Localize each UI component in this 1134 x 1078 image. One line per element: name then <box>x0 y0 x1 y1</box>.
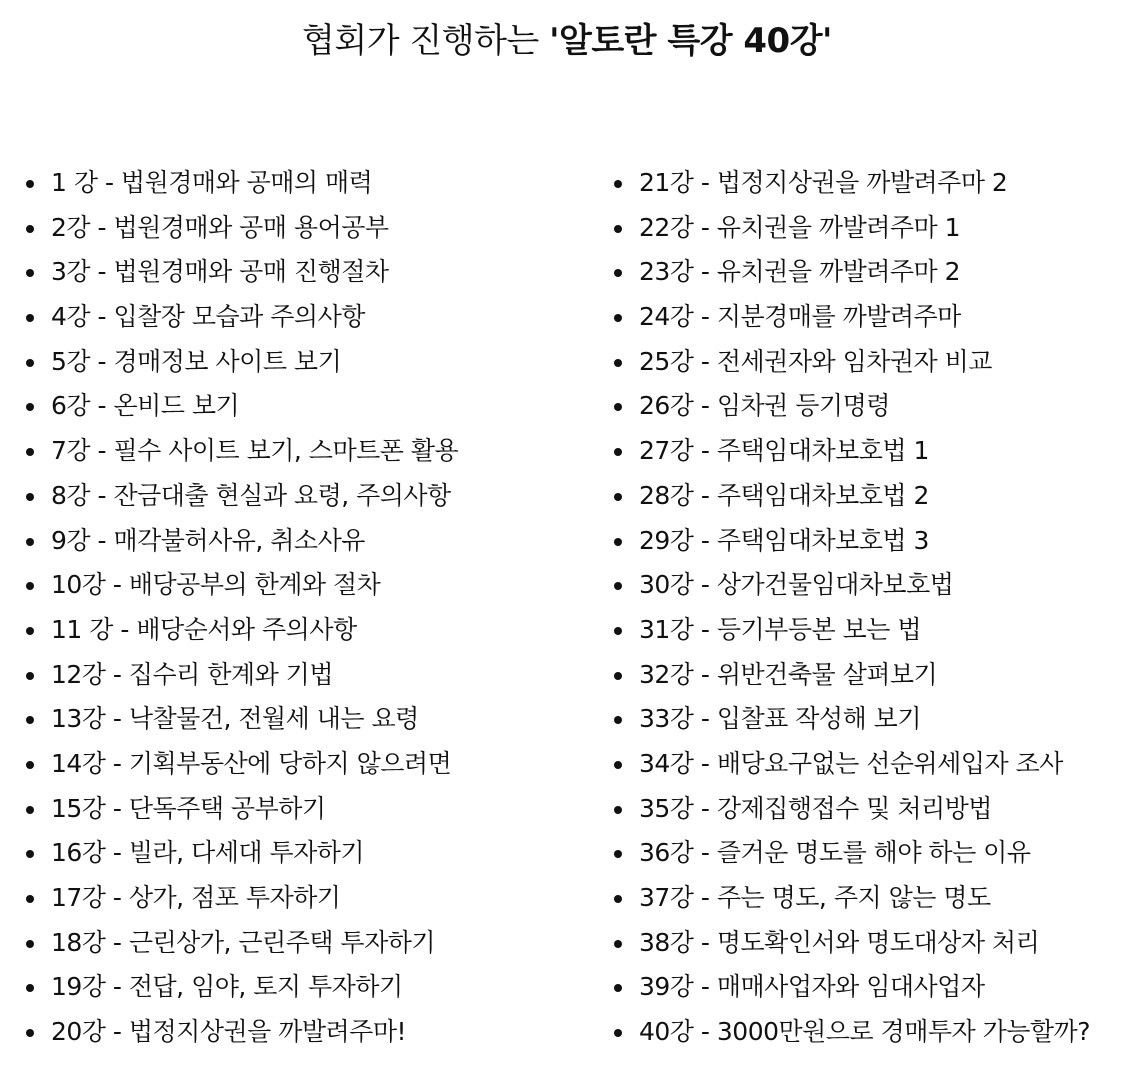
lecture-item: 4강 - 입찰장 모습과 주의사항 <box>24 295 604 340</box>
title-bold-text: '알토란 특강 40강' <box>549 21 832 61</box>
lecture-item: 3강 - 법원경매와 공매 진행절차 <box>24 250 604 295</box>
lecture-item: 6강 - 온비드 보기 <box>24 384 604 429</box>
lecture-item: 33강 - 입찰표 작성해 보기 <box>612 697 1132 742</box>
lecture-item: 19강 - 전답, 임야, 토지 투자하기 <box>24 965 604 1010</box>
lecture-item: 40강 - 3000만원으로 경매투자 가능할까? <box>612 1010 1132 1055</box>
lecture-item: 20강 - 법정지상권을 까발려주마! <box>24 1010 604 1055</box>
lecture-item: 2강 - 법원경매와 공매 용어공부 <box>24 206 604 251</box>
lecture-item: 37강 - 주는 명도, 주지 않는 명도 <box>612 876 1132 921</box>
title-normal-text: 협회가 진행하는 <box>302 21 550 61</box>
lecture-item: 11 강 - 배당순서와 주의사항 <box>24 608 604 653</box>
lecture-item: 18강 - 근린상가, 근린주택 투자하기 <box>24 921 604 966</box>
lecture-item: 26강 - 임차권 등기명령 <box>612 384 1132 429</box>
lecture-item: 8강 - 잔금대출 현실과 요령, 주의사항 <box>24 474 604 519</box>
lecture-item: 29강 - 주택임대차보호법 3 <box>612 519 1132 564</box>
lecture-item: 1 강 - 법원경매와 공매의 매력 <box>24 161 604 206</box>
lecture-item: 35강 - 강제집행접수 및 처리방법 <box>612 787 1132 832</box>
lecture-item: 32강 - 위반건축물 살펴보기 <box>612 653 1132 698</box>
lecture-item: 10강 - 배당공부의 한계와 절차 <box>24 563 604 608</box>
lecture-item: 5강 - 경매정보 사이트 보기 <box>24 340 604 385</box>
lecture-item: 23강 - 유치권을 까발려주마 2 <box>612 250 1132 295</box>
lecture-item: 14강 - 기획부동산에 당하지 않으려면 <box>24 742 604 787</box>
lecture-item: 7강 - 필수 사이트 보기, 스마트폰 활용 <box>24 429 604 474</box>
page-title <box>0 16 1134 66</box>
lecture-item: 36강 - 즐거운 명도를 해야 하는 이유 <box>612 831 1132 876</box>
lecture-item: 13강 - 낙찰물건, 전월세 내는 요령 <box>24 697 604 742</box>
lecture-list-right <box>612 161 1132 1055</box>
lecture-list-left <box>24 161 604 1055</box>
lecture-item: 17강 - 상가, 점포 투자하기 <box>24 876 604 921</box>
lecture-item: 22강 - 유치권을 까발려주마 1 <box>612 206 1132 251</box>
lecture-item: 24강 - 지분경매를 까발려주마 <box>612 295 1132 340</box>
lecture-item: 12강 - 집수리 한계와 기법 <box>24 653 604 698</box>
lecture-item: 25강 - 전세권자와 임차권자 비교 <box>612 340 1132 385</box>
lecture-item: 39강 - 매매사업자와 임대사업자 <box>612 965 1132 1010</box>
lecture-item: 16강 - 빌라, 다세대 투자하기 <box>24 831 604 876</box>
lecture-item: 27강 - 주택임대차보호법 1 <box>612 429 1132 474</box>
lecture-item: 21강 - 법정지상권을 까발려주마 2 <box>612 161 1132 206</box>
lecture-item: 15강 - 단독주택 공부하기 <box>24 787 604 832</box>
lecture-item: 28강 - 주택임대차보호법 2 <box>612 474 1132 519</box>
lecture-item: 9강 - 매각불허사유, 취소사유 <box>24 519 604 564</box>
lecture-item: 30강 - 상가건물임대차보호법 <box>612 563 1132 608</box>
lecture-item: 34강 - 배당요구없는 선순위세입자 조사 <box>612 742 1132 787</box>
lecture-item: 38강 - 명도확인서와 명도대상자 처리 <box>612 921 1132 966</box>
lecture-item: 31강 - 등기부등본 보는 법 <box>612 608 1132 653</box>
